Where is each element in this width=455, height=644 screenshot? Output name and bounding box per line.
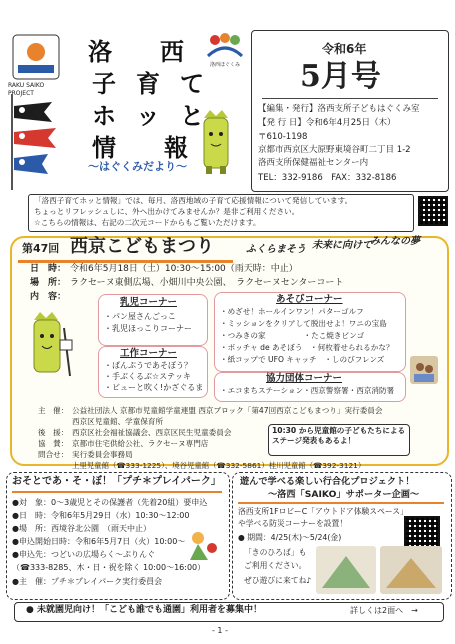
festival-contact-detail: 上里児童館（☎333-1225）、境谷児童館（☎332-5861）桂川児童館（☎392-3121） [72, 461, 366, 470]
festival-host-value-2: 西京区児童館、学童保育所 [72, 417, 164, 426]
office: 洛西支所保健福祉センター内 [258, 158, 369, 168]
playground-icon [186, 528, 220, 562]
family-emblem-icon [205, 32, 245, 58]
puchi-row-2: ●日 時：令和6年5月29日（水）10:30〜12:00 [12, 511, 190, 520]
carp-streamer-icon [4, 92, 66, 192]
festival-support-value: 西京区社会福祉協議会、西京区民生児童委員会 [72, 428, 232, 437]
slogan-3: みんなの夢 [370, 236, 420, 247]
mascot-illustration [196, 108, 236, 176]
emblem-label: 洛西ほぐくみ [209, 62, 240, 68]
mascot-holding-sign-icon [22, 310, 80, 384]
intro-line-3: ☆こちらの情報は、右記の二次元コードからもご覧いただけます。 [34, 218, 261, 227]
postal-code: 〒610-1198 [258, 132, 308, 142]
stage-note: 10:30 から児童館の子どもたちによるステージ発表もあるよ！ [272, 426, 406, 445]
title-char-7: ッ [136, 101, 160, 130]
festival-sponsor-value: 京都市住宅供給公社、ラクセーヌ専門店 [72, 439, 209, 448]
play-corner-item-2: ・ミッションをクリアして脱出せよ！ワニの宝島 [220, 319, 387, 328]
craft-corner-title: 工作コーナー [120, 348, 178, 359]
craft-corner-item-1: ・ぱんぷうであそぼう？ [104, 361, 192, 370]
festival-photo [410, 356, 438, 384]
recruit-more-link[interactable]: 詳しくは2面へ → [350, 606, 418, 615]
craft-corner-item-3: ・ビューと吹く!かざぐるま [104, 383, 204, 392]
festival-content-label: 内 容： [30, 292, 67, 302]
issue-divider [262, 98, 438, 99]
hagukumi-emblem [205, 32, 245, 66]
title-char-6: ホ [92, 101, 116, 130]
puchi-row-6: （☎333-8285、木・日・祝を除く 10:00〜16:00） [12, 563, 206, 572]
festival-contact-value: 実行委員会事務局 [72, 450, 133, 459]
logo-badge [12, 34, 60, 80]
saiko-line-4: 「きのひろば」も [244, 548, 307, 557]
title-char-1: 洛 [88, 37, 112, 66]
festival-date-value: 令和6年5月18日（土）10:30〜15:00（雨天時：中止） [70, 264, 298, 274]
title-underline [18, 260, 233, 263]
title-char-10: 報 [164, 133, 188, 162]
title-char-5: て [180, 69, 204, 98]
bamboo-mascot-icon [196, 108, 236, 176]
qr-code-intro[interactable] [418, 196, 448, 226]
craft-corner-item-2: ・手ぶくるぶ☆ステッキ [104, 372, 192, 381]
festival-sponsor-label: 協 賛： [38, 439, 69, 448]
puchi-illustration [186, 528, 220, 562]
festival-support-label: 後 援： [38, 428, 69, 437]
infant-corner-item-2: ・乳児ほっこりコーナー [104, 324, 192, 333]
festival-mascot [22, 310, 80, 384]
festival-date-label: 日 時： [30, 264, 67, 274]
saiko-title-2: 〜洛西「SAIKO」サポーター企画〜 [268, 489, 420, 500]
issue-era: 令和6年 [322, 42, 367, 56]
puchi-row-5: ●申込先：つどいの広場らく〜ぷりんぐ [12, 550, 155, 559]
infant-corner-item-1: ・パン屋さんごっこ [104, 312, 176, 321]
title-char-2: 西 [160, 37, 184, 66]
festival-contact-label: 問合せ： [38, 450, 69, 459]
festival-place-label: 場 所： [30, 278, 67, 288]
play-corner-title: あそびコーナー [276, 294, 343, 305]
saiko-line-6: ぜひ遊びに来てね♪ [244, 576, 312, 585]
puchi-title: おそとであ・そ・ぼ！「プチ＊プレイパーク」 [12, 476, 221, 487]
festival-place-value: ラクセーヌ東側広場、小畑川中央公園、 ラクセーヌセンターコート [70, 278, 344, 288]
play-corner-item-1: ・めざせ！ホールインワン！パターゴルフ [220, 307, 364, 316]
intro-line-1: 「洛西子育てホッと情報」では、毎月、洛西地域の子育て応援情報について発信しています。 [34, 196, 353, 205]
title-char-3: 子 [92, 69, 116, 98]
contact-tel: TEL：332-9186 FAX：332-8186 [258, 173, 397, 183]
play-corner-item-3: ・つみきの家 ・たこ焼きビンゴ [220, 331, 365, 340]
saiko-title-underline [238, 502, 444, 504]
saiko-line-2: や学べる防災コーナーを設置！ [238, 519, 348, 528]
title-char-4: 育 [136, 69, 160, 98]
puchi-title-underline [12, 491, 222, 493]
festival-host-label: 主 催： [38, 406, 69, 415]
saiko-tent-photo [316, 546, 442, 594]
issue-month: 5月号 [300, 59, 381, 94]
recruit-text: ● 未就園児向け！「こども誰でも通園」利用者を募集中！ [26, 605, 262, 615]
title-char-8: と [180, 101, 204, 130]
saiko-line-3: ● 期間：4/25(木)〜5/24(金) [238, 533, 342, 542]
slogan-1: ふくらまそう [246, 244, 306, 255]
raku-saiko-logo-icon [12, 34, 60, 80]
infant-corner-title: 乳児コーナー [120, 297, 178, 308]
page-number: - 1 - [212, 626, 228, 635]
logo-text: RAKU SAIKO PROJECT [8, 82, 45, 97]
puchi-row-7: ●主 催：プチ＊プレイパーク実行委員会 [12, 577, 163, 586]
publish-date: 【発 行 日】令和6年4月25日（木） [258, 118, 396, 128]
intro-line-2: ちょっとリフレッシュしに、外へ出かけてみませんか？是非ご利用ください。 [34, 207, 300, 216]
subtitle: 〜はぐくみだより〜 [88, 160, 187, 173]
saiko-line-5: ご利用ください。 [244, 561, 307, 570]
festival-number: 第47回 [22, 242, 60, 255]
editor-line: 【編集・発行】洛西支所子どもはぐくみ室 [258, 104, 420, 114]
festival-title: 西京こどもまつり [70, 236, 214, 257]
play-corner-item-4: ・ボッチャ de あそぼう ・何枚着せられるかな？ [220, 343, 394, 352]
puchi-row-4: ●申込開始日時：令和6年5月7日（火）10:00〜 [12, 537, 186, 546]
puchi-row-3: ●場 所：西境谷北公園 （雨天中止） [12, 524, 151, 533]
slogan-2: 未来に向けて [312, 240, 372, 251]
coop-corner-item-1: ・エコまちステーション・西京警察署・西京消防署 [220, 386, 395, 395]
outdoor-space-photo-icon [316, 546, 442, 594]
children-photo-icon [410, 356, 438, 384]
coop-corner-title: 協力団体コーナー [266, 373, 343, 384]
title-char-9: 情 [92, 133, 116, 162]
play-corner-item-5: ・紙コップで UFO キャッチ ・しのびフレンズ [220, 355, 385, 364]
puchi-row-1: ●対 象：0〜3歳児とその保護者（先着20組）要申込 [12, 498, 208, 507]
saiko-line-1: 洛西支所1FロビーC「アウトドア体験スペース」 [238, 507, 408, 516]
festival-host-value: 公益社団法人 京都市児童館学童連盟 西京ブロック「第47回西京こどもまつり」実行委員会 [72, 406, 383, 415]
address: 京都市西京区大原野東境谷町二丁目 1-2 [258, 145, 411, 155]
koinobori-illustration [4, 92, 66, 192]
saiko-title-1: 遊んで学べる楽しい行合化プロジェクト！ [240, 476, 415, 487]
